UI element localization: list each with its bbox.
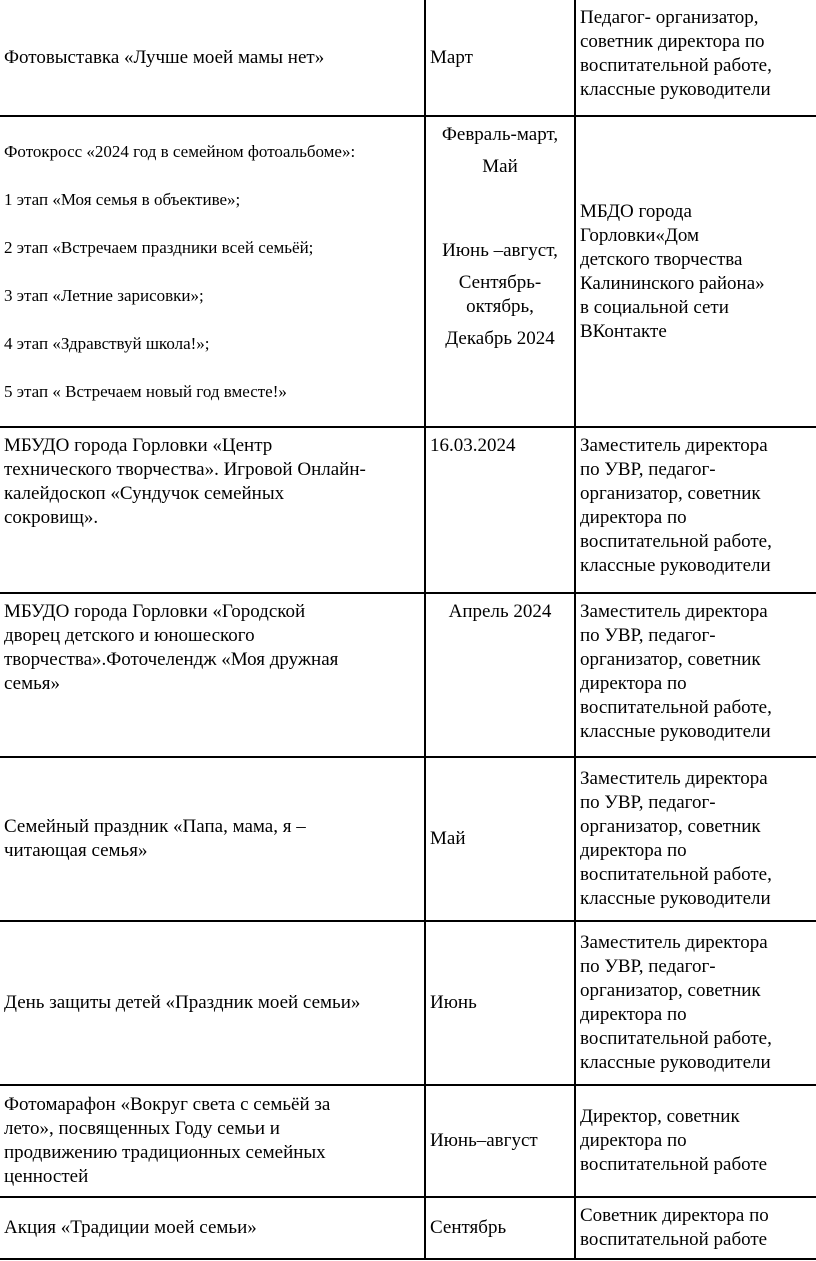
date-text: Апрель 2024 — [448, 601, 552, 622]
responsible-text: организатор, советник — [580, 649, 761, 670]
date-text: Декабрь 2024 — [445, 328, 555, 349]
date-text: Февраль-март, — [441, 124, 559, 145]
date-text: Июнь –август, — [442, 240, 558, 261]
event-text: МБУДО города Горловки «Центр — [4, 435, 273, 456]
stage-text: 2 этап «Встречаем праздники всей семьёй; — [4, 237, 314, 257]
date-text: Май — [482, 156, 518, 177]
event-text: лето», посвященных Году семьи и — [4, 1118, 280, 1139]
responsible-cell — [575, 1085, 816, 1197]
event-cell — [0, 1085, 425, 1197]
event-text: МБУДО города Горловки «Городской — [4, 601, 306, 622]
date-cell — [425, 593, 575, 757]
event-text: Фотомарафон «Вокруг света с семьёй за — [4, 1094, 331, 1115]
responsible-cell — [575, 921, 816, 1085]
responsible-text: воспитательной работе, — [580, 697, 772, 718]
date-text: Июнь–август — [430, 1130, 538, 1151]
responsible-text: директора по — [580, 1004, 687, 1025]
stage-text: 3 этап «Летние зарисовки»; — [4, 285, 204, 305]
event-text: Фотокросс «2024 год в семейном фотоальбоме»: — [4, 141, 356, 161]
responsible-cell — [575, 1197, 816, 1259]
table-row — [0, 427, 816, 593]
event-text: Фотовыставка «Лучше моей мамы нет» — [4, 46, 325, 68]
responsible-text: Директор, советник — [580, 1106, 740, 1127]
date-text: 16.03.2024 — [430, 435, 516, 456]
date-text: Май — [430, 828, 466, 849]
responsible-text: Калининского района» — [580, 272, 765, 294]
event-text: читающая семья» — [4, 840, 148, 861]
event-text: технического творчества». Игровой Онлайн- — [4, 459, 366, 480]
responsible-cell — [575, 116, 816, 427]
event-cell — [0, 1197, 425, 1259]
event-text: продвижению традиционных семейных — [4, 1142, 326, 1163]
responsible-text: организатор, советник — [580, 816, 761, 837]
responsible-text: воспитательной работе, — [580, 55, 772, 76]
date-text: Март — [430, 46, 473, 68]
date-text: Сентябрь — [430, 1217, 507, 1238]
event-text: сокровищ». — [4, 507, 99, 528]
date-cell — [425, 1085, 575, 1197]
responsible-text: организатор, советник — [580, 483, 761, 504]
responsible-text: ВКонтакте — [580, 320, 667, 342]
date-text: Июнь — [430, 992, 477, 1013]
responsible-text: директора по — [580, 840, 687, 861]
responsible-text: Горловки«Дом — [580, 224, 700, 246]
responsible-text: МБДО города — [580, 200, 692, 222]
event-cell — [0, 921, 425, 1085]
responsible-text: детского творчества — [580, 248, 743, 270]
event-text: дворец детского и юношеского — [4, 625, 255, 646]
responsible-text: в социальной сети — [580, 296, 729, 318]
event-cell — [0, 427, 425, 593]
event-text: семья» — [4, 673, 61, 694]
responsible-text: по УВР, педагог- — [580, 625, 716, 646]
responsible-text: директора по — [580, 673, 687, 694]
event-cell — [0, 593, 425, 757]
event-text: творчества».Фоточелендж «Моя дружная — [4, 649, 339, 670]
event-text: Акция «Традиции моей семьи» — [4, 1217, 257, 1238]
responsible-text: классные руководители — [580, 79, 771, 100]
responsible-text: классные руководители — [580, 721, 771, 742]
event-cell — [0, 0, 425, 116]
table-row — [0, 116, 816, 427]
event-text: День защиты детей «Праздник моей семьи» — [4, 992, 361, 1013]
date-text: октябрь, — [466, 296, 534, 317]
responsible-text: классные руководители — [580, 1052, 771, 1073]
stage-text: 5 этап « Встречаем новый год вместе!» — [4, 381, 287, 401]
date-cell — [425, 0, 575, 116]
responsible-text: Заместитель директора — [580, 435, 768, 456]
responsible-text: Заместитель директора — [580, 932, 768, 953]
event-text: Семейный праздник «Папа, мама, я – — [4, 816, 306, 837]
table-row — [0, 0, 816, 116]
date-cell — [425, 116, 575, 427]
responsible-text: по УВР, педагог- — [580, 792, 716, 813]
stage-text: 1 этап «Моя семья в объективе»; — [4, 189, 241, 209]
responsible-text: Заместитель директора — [580, 601, 768, 622]
table-row — [0, 921, 816, 1085]
event-cell — [0, 757, 425, 921]
responsible-text: организатор, советник — [580, 980, 761, 1001]
responsible-text: воспитательной работе, — [580, 531, 772, 552]
event-text: ценностей — [4, 1166, 89, 1187]
responsible-text: классные руководители — [580, 555, 771, 576]
responsible-text: Заместитель директора — [580, 768, 768, 789]
date-cell — [425, 1197, 575, 1259]
stage-text: 4 этап «Здравствуй школа!»; — [4, 333, 210, 353]
responsible-text: Советник директора по — [580, 1205, 769, 1226]
date-cell — [425, 427, 575, 593]
responsible-text: воспитательной работе, — [580, 864, 772, 885]
date-cell — [425, 757, 575, 921]
table-row — [0, 1197, 816, 1259]
responsible-cell — [575, 0, 816, 116]
responsible-text: советник директора по — [580, 31, 765, 52]
responsible-text: Педагог- организатор, — [580, 7, 759, 28]
date-text: Сентябрь- — [458, 272, 542, 293]
responsible-text: классные руководители — [580, 888, 771, 909]
responsible-text: директора по — [580, 507, 687, 528]
table-row — [0, 757, 816, 921]
responsible-text: по УВР, педагог- — [580, 459, 716, 480]
event-text: калейдоскоп «Сундучок семейных — [4, 483, 285, 504]
event-cell — [0, 116, 425, 427]
date-cell — [425, 921, 575, 1085]
responsible-text: воспитательной работе — [580, 1229, 768, 1250]
responsible-text: директора по — [580, 1130, 687, 1151]
table-row — [0, 593, 816, 757]
responsible-cell — [575, 593, 816, 757]
responsible-cell — [575, 757, 816, 921]
responsible-cell — [575, 427, 816, 593]
responsible-text: воспитательной работе — [580, 1154, 768, 1175]
responsible-text: по УВР, педагог- — [580, 956, 716, 977]
responsible-text: воспитательной работе, — [580, 1028, 772, 1049]
table-row — [0, 1085, 816, 1197]
